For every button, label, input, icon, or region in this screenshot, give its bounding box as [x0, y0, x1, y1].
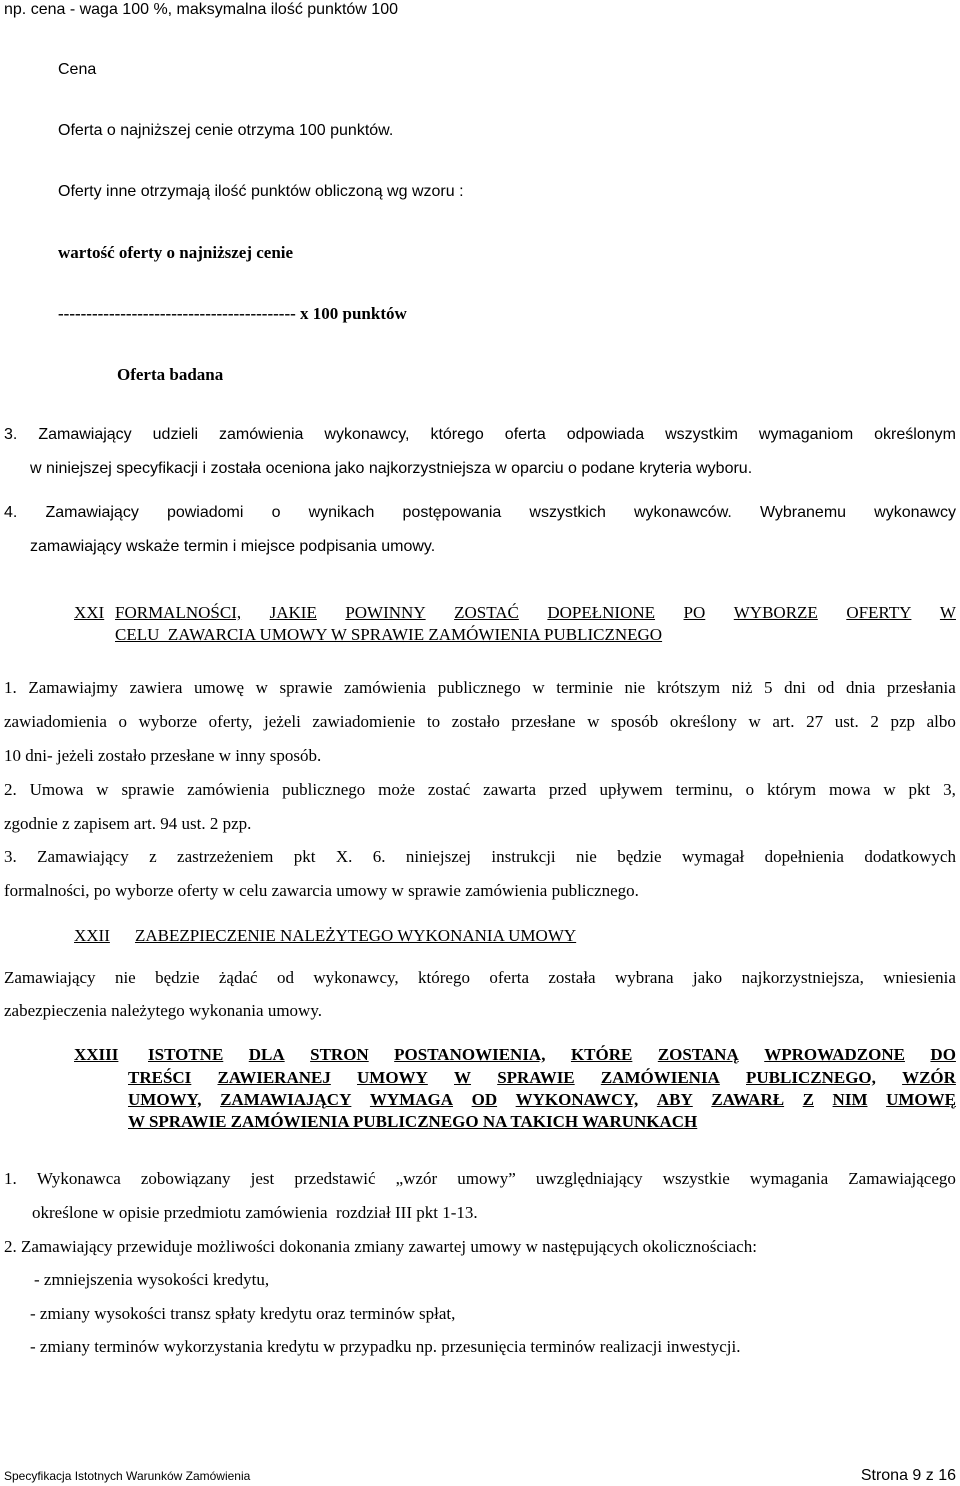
- word: mowa: [828, 780, 871, 799]
- section-xxiii-title-line-4: W SPRAWIE ZAMÓWIENIA PUBLICZNEGO NA TAKICH WARUNKACH: [128, 1112, 698, 1131]
- word: OFERTY: [846, 603, 912, 622]
- word: WPROWADZONE: [764, 1045, 905, 1064]
- word: nie: [576, 847, 597, 866]
- word: powiadomi: [166, 504, 244, 521]
- word: FORMALNOŚCI,: [115, 603, 242, 622]
- word: 3.: [4, 847, 17, 866]
- word: UMOWY,: [128, 1090, 202, 1109]
- word: w: [748, 712, 761, 731]
- word: może: [378, 780, 415, 799]
- point-3-line-1: [4, 425, 956, 445]
- word: oferty,: [208, 712, 253, 731]
- word: nie: [114, 968, 136, 987]
- word: X.: [335, 847, 353, 866]
- word: sposób: [611, 712, 659, 731]
- word: TREŚCI: [128, 1068, 192, 1087]
- word: 3.: [4, 426, 18, 443]
- word: przesłania: [886, 678, 956, 697]
- word: o: [118, 712, 127, 731]
- xxii-line-2: zabezpieczenia należytego wykonania umowy.: [4, 1001, 322, 1020]
- word: PO: [683, 603, 706, 622]
- word: KTÓRE: [570, 1045, 633, 1064]
- word: którego: [430, 426, 484, 443]
- section-xxi-title-line-2: CELU ZAWARCIA UMOWY W SPRAWIE ZAMÓWIENIA PUBLICZNEGO: [115, 625, 663, 644]
- section-xxii-title: ZABEZPIECZENIE NALEŻYTEGO WYKONANIA UMOWY: [135, 926, 577, 945]
- word: odpowiada: [566, 426, 645, 443]
- word: ZOSTANĄ: [657, 1045, 739, 1064]
- word: PUBLICZNEGO,: [746, 1068, 876, 1087]
- word: POSTANOWIENIA,: [394, 1045, 546, 1064]
- word: art.: [772, 712, 795, 731]
- word: została: [548, 968, 596, 987]
- xxi-p1-line-3: 10 dni- jeżeli zostało przesłane w inny sposób.: [4, 746, 322, 765]
- word: STRON: [310, 1045, 369, 1064]
- word: wszystkie: [662, 1169, 730, 1188]
- word: dopełnienia: [764, 847, 844, 866]
- word: ZAWIERANEJ: [217, 1068, 331, 1087]
- word: ZAMÓWIENIA: [600, 1068, 720, 1087]
- word: jest: [250, 1169, 275, 1188]
- word: oferta: [489, 968, 529, 987]
- formula-numerator: wartość oferty o najniższej cenie: [58, 243, 294, 262]
- word: DOPEŁNIONE: [547, 603, 656, 622]
- word: określonym: [874, 426, 956, 443]
- word: NIM: [832, 1090, 868, 1109]
- word: oferta: [504, 426, 546, 443]
- word: 27: [806, 712, 824, 731]
- word: najkorzystniejsza,: [741, 968, 864, 987]
- word: umowę: [194, 678, 245, 697]
- xxi-p2-line-2: zgodnie z zapisem art. 94 ust. 2 pzp.: [4, 814, 252, 833]
- word: publicznego: [437, 678, 521, 697]
- word: będzie: [617, 847, 662, 866]
- word: ZAMAWIAJĄCY: [220, 1090, 352, 1109]
- word: DLA: [248, 1045, 285, 1064]
- word: nie: [624, 678, 646, 697]
- word: terminie: [556, 678, 613, 697]
- word: niż: [731, 678, 753, 697]
- word: 2: [870, 712, 879, 731]
- word: ZAWARŁ: [711, 1090, 785, 1109]
- section-xxii-number: XXII: [74, 926, 110, 945]
- word: w: [255, 678, 268, 697]
- word: 1.: [4, 1169, 17, 1188]
- word: z: [149, 847, 157, 866]
- word: pkt: [908, 780, 931, 799]
- word: wybrana: [614, 968, 674, 987]
- word: „wzór: [395, 1169, 438, 1188]
- word: SPRAWIE: [497, 1068, 575, 1087]
- word: UMOWĘ: [886, 1090, 956, 1109]
- word: zostało: [451, 712, 500, 731]
- xxiii-p1-line-1: [4, 1169, 956, 1189]
- word: jeżeli: [264, 712, 301, 731]
- word: dnia: [846, 678, 876, 697]
- word: WYBORZE: [733, 603, 818, 622]
- xxii-line-1: [4, 968, 956, 988]
- word: ISTOTNE: [148, 1045, 224, 1064]
- word: wykonawcy,: [324, 426, 410, 443]
- word: którym: [766, 780, 817, 799]
- word: 5: [764, 678, 773, 697]
- word: jako: [692, 968, 723, 987]
- word: zawiadomienie: [312, 712, 416, 731]
- word: Zamawiający: [37, 847, 129, 866]
- intro-line-cena: Cena: [58, 61, 97, 78]
- section-xxi-title-line-1: [115, 603, 956, 623]
- word: przed: [548, 780, 587, 799]
- word: w: [96, 780, 109, 799]
- word: Zamawiajmy: [28, 678, 119, 697]
- word: krótszym: [656, 678, 721, 697]
- word: wymagał: [681, 847, 745, 866]
- word: którego: [418, 968, 470, 987]
- word: 1.: [4, 678, 17, 697]
- xxiii-bullet-3: - zmiany terminów wykorzystania kredytu w przypadku np. przesunięcia terminów realizacji inwestycji.: [30, 1337, 741, 1356]
- word: określony: [669, 712, 737, 731]
- point-3-line-2: w niniejszej specyfikacji i została oceniona jako najkorzystniejsza w oparciu o podane kryteria wyboru.: [30, 460, 753, 477]
- xxi-p1-line-1: [4, 678, 956, 698]
- formula-divider: ------------------------------------------ x 100 punktów: [58, 304, 407, 323]
- section-xxiii-title-line-2: [128, 1068, 956, 1088]
- word: Zamawiającego: [848, 1169, 956, 1188]
- word: Z: [802, 1090, 814, 1109]
- word: będzie: [155, 968, 200, 987]
- xxi-p1-line-2: [4, 712, 956, 732]
- word: zamówienia: [343, 678, 427, 697]
- footer-page-number: Strona 9 z 16: [860, 1467, 956, 1484]
- section-xxiii-title-line-1: [148, 1045, 956, 1065]
- word: wszystkich: [529, 504, 606, 521]
- word: 3,: [943, 780, 956, 799]
- word: od: [817, 678, 835, 697]
- word: 6.: [372, 847, 386, 866]
- word: zastrzeżeniem: [177, 847, 274, 866]
- word: terminu,: [675, 780, 733, 799]
- word: ust.: [834, 712, 859, 731]
- intro-line-weight: np. cena - waga 100 %, maksymalna ilość punktów 100: [4, 1, 398, 18]
- word: OD: [471, 1090, 498, 1109]
- word: wykonawców.: [633, 504, 732, 521]
- word: postępowania: [402, 504, 502, 521]
- word: W: [939, 603, 956, 622]
- word: wykonawcy: [874, 504, 956, 521]
- word: zostać: [427, 780, 471, 799]
- word: 2.: [4, 780, 17, 799]
- word: przesłane: [511, 712, 576, 731]
- word: o: [271, 504, 281, 521]
- xxi-p3-line-1: [4, 847, 956, 867]
- word: wykonawcy,: [313, 968, 399, 987]
- word: publicznego: [282, 780, 366, 799]
- word: DO: [930, 1045, 956, 1064]
- word: zawiadomienia: [4, 712, 107, 731]
- word: w: [532, 678, 545, 697]
- word: sprawie: [121, 780, 175, 799]
- word: od: [276, 968, 294, 987]
- word: W: [454, 1068, 472, 1087]
- word: wszystkim: [665, 426, 738, 443]
- word: Umowa: [29, 780, 84, 799]
- word: zobowiązany: [140, 1169, 231, 1188]
- word: udzieli: [152, 426, 198, 443]
- word: wynikach: [308, 504, 375, 521]
- word: ABY: [656, 1090, 693, 1109]
- word: UMOWY: [357, 1068, 428, 1087]
- xxiii-p2: 2. Zamawiający przewiduje możliwości dokonania zmiany zawartej umowy w następujących okolicznościach:: [4, 1237, 757, 1256]
- word: zawiera: [129, 678, 183, 697]
- word: o: [745, 780, 755, 799]
- formula-denominator: Oferta badana: [117, 365, 224, 384]
- intro-line-others: Oferty inne otrzymają ilość punktów obliczoną wg wzoru :: [58, 183, 464, 200]
- word: wymagania: [749, 1169, 829, 1188]
- xxi-p2-line-1: [4, 780, 956, 800]
- word: pzp: [890, 712, 915, 731]
- word: wyborze: [138, 712, 198, 731]
- point-4-line-1: [4, 503, 956, 523]
- word: Wybranemu: [759, 504, 847, 521]
- word: albo: [926, 712, 956, 731]
- word: WZÓR: [902, 1068, 956, 1087]
- word: WYMAGA: [369, 1090, 454, 1109]
- footer-document-title: Specyfikacja Istotnych Warunków Zamówienia: [4, 1469, 251, 1483]
- word: żądać: [218, 968, 258, 987]
- xxiii-bullet-1: - zmniejszenia wysokości kredytu,: [34, 1270, 270, 1289]
- intro-line-lowest: Oferta o najniższej cenie otrzyma 100 punktów.: [58, 122, 394, 139]
- xxiii-p1-line-2: określone w opisie przedmiotu zamówienia rozdział III pkt 1-13.: [32, 1203, 478, 1222]
- word: Wykonawca: [36, 1169, 121, 1188]
- section-xxiii-number: XXIII: [74, 1045, 119, 1064]
- word: Zamawiający: [4, 968, 96, 987]
- word: Zamawiający: [45, 504, 139, 521]
- word: ZOSTAĆ: [454, 603, 519, 622]
- word: przedstawić: [294, 1169, 376, 1188]
- word: instrukcji: [491, 847, 556, 866]
- word: dodatkowych: [864, 847, 956, 866]
- word: JAKIE: [269, 603, 317, 622]
- word: 4.: [4, 504, 18, 521]
- word: niniejszej: [405, 847, 472, 866]
- xxiii-bullet-2: - zmiany wysokości transz spłaty kredytu oraz terminów spłat,: [30, 1304, 456, 1323]
- word: upływem: [599, 780, 663, 799]
- word: uwzględniający: [535, 1169, 643, 1188]
- point-4-line-2: zamawiający wskaże termin i miejsce podpisania umowy.: [30, 538, 436, 555]
- word: w: [883, 780, 896, 799]
- word: zamówienia: [218, 426, 304, 443]
- word: zawarta: [483, 780, 536, 799]
- section-xxiii-title-line-3: [128, 1090, 956, 1110]
- xxi-p3-line-2: formalności, po wyborze oferty w celu zawarcia umowy w sprawie zamówienia publicznego.: [4, 881, 639, 900]
- word: dni: [784, 678, 806, 697]
- word: sprawie: [279, 678, 333, 697]
- word: Zamawiający: [38, 426, 132, 443]
- word: zamówienia: [187, 780, 270, 799]
- word: pkt: [293, 847, 316, 866]
- word: w: [587, 712, 600, 731]
- word: wymaganiom: [758, 426, 854, 443]
- word: umowy”: [457, 1169, 516, 1188]
- word: POWINNY: [345, 603, 426, 622]
- word: wniesienia: [883, 968, 956, 987]
- word: to: [426, 712, 441, 731]
- word: WYKONAWCY,: [515, 1090, 639, 1109]
- section-xxi-number: XXI: [74, 603, 105, 622]
